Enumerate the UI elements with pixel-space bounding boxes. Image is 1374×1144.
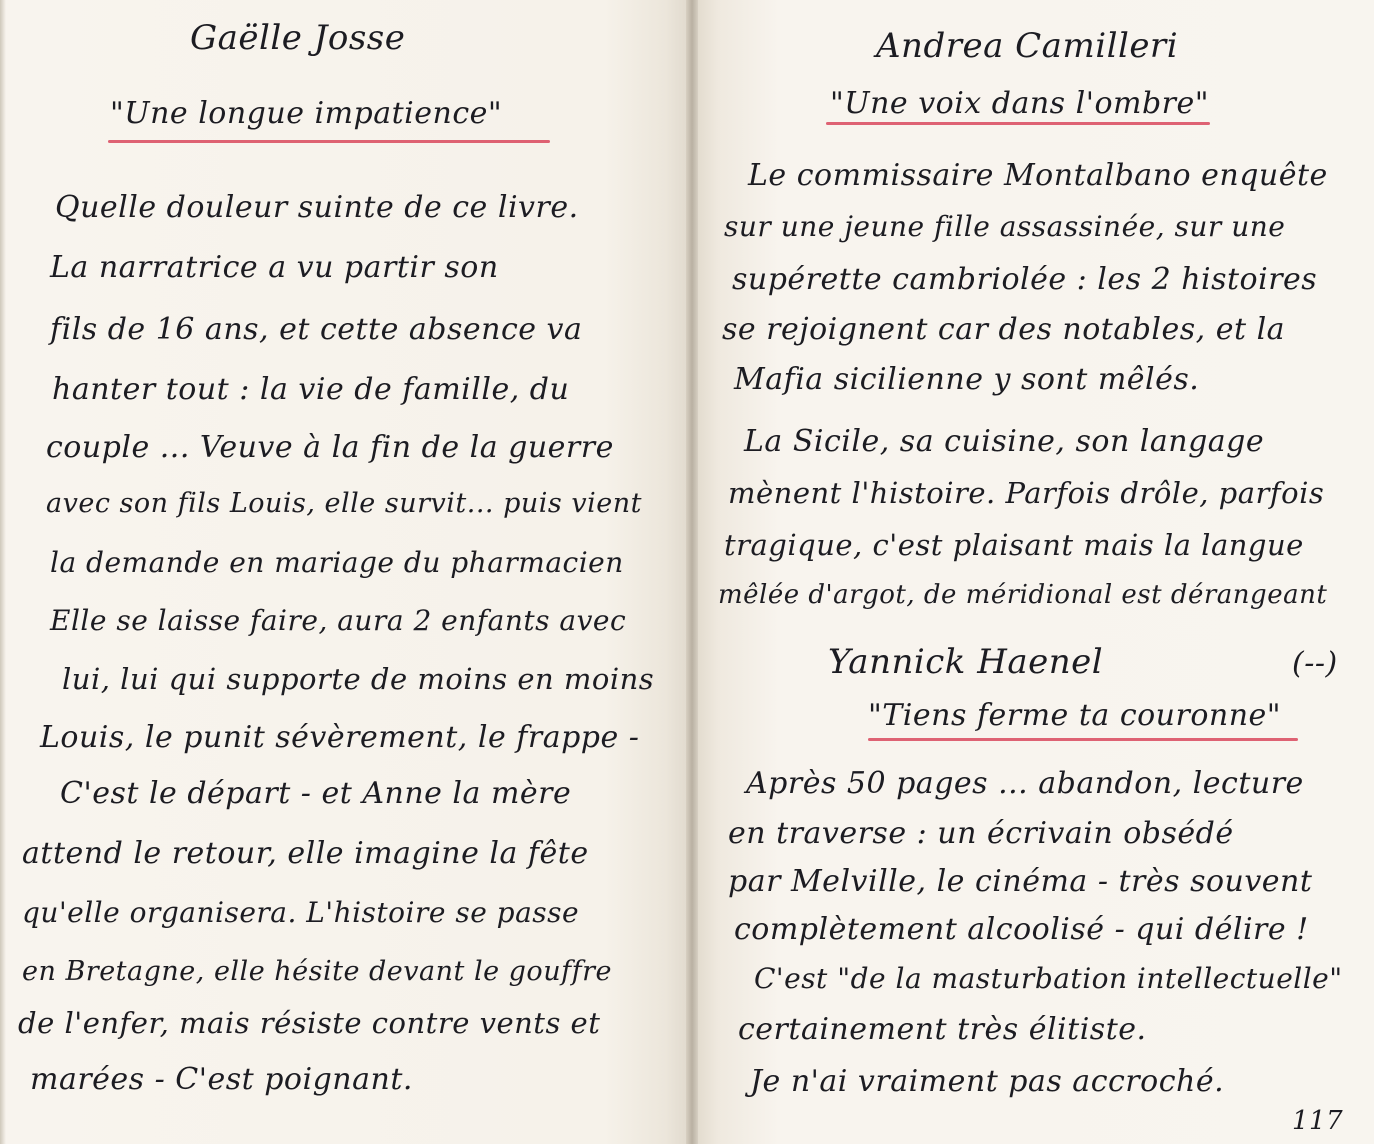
left-line-13: qu'elle organisera. L'histoire se passe [22, 896, 580, 929]
right-line-16: Je n'ai vraiment pas accroché. [750, 1064, 1225, 1099]
left-line-11: C'est le départ - et Anne la mère [60, 776, 572, 811]
page-edge-shadow [0, 0, 6, 1144]
right-line-7: mènent l'histoire. Parfois drôle, parfois [728, 476, 1325, 510]
right-line-5: Mafia sicilienne y sont mêlés. [734, 362, 1200, 397]
left-line-6: avec son fils Louis, elle survit... puis vient [46, 488, 642, 519]
page-number: 117 [1292, 1106, 1344, 1136]
right-book-title-2: "Tiens ferme ta couronne" [868, 698, 1282, 733]
right-line-3: supérette cambriolée : les 2 histoires [732, 262, 1318, 297]
left-line-2: La narratrice a vu partir son [50, 250, 499, 285]
left-line-16: marées - C'est poignant. [30, 1062, 413, 1097]
left-line-8: Elle se laisse faire, aura 2 enfants avec [50, 604, 627, 637]
left-line-4: hanter tout : la vie de famille, du [52, 372, 570, 407]
left-line-5: couple ... Veuve à la fin de la guerre [46, 430, 614, 465]
left-line-7: la demande en mariage du pharmacien [50, 546, 624, 579]
right-line-8: tragique, c'est plaisant mais la langue [724, 528, 1304, 562]
right-book-title: "Une voix dans l'ombre" [830, 86, 1210, 121]
right-author: Andrea Camilleri [876, 26, 1179, 66]
book-gutter [686, 0, 698, 1144]
right-page [698, 0, 1374, 1144]
right-line-11: en traverse : un écrivain obsédé [728, 816, 1234, 851]
right-author-2: Yannick Haenel [828, 642, 1104, 682]
left-line-9: lui, lui qui supporte de moins en moins [62, 662, 655, 696]
left-author: Gaëlle Josse [190, 18, 406, 58]
right-line-14: C'est "de la masturbation intellectuelle" [754, 962, 1343, 995]
right-title-underline [826, 122, 1210, 125]
right-line-12: par Melville, le cinéma - très souvent [728, 864, 1313, 899]
left-page [0, 0, 686, 1144]
rating-mark: (--) [1292, 646, 1338, 681]
left-line-14: en Bretagne, elle hésite devant le gouffre [22, 956, 612, 987]
left-book-title: "Une longue impatience" [110, 96, 503, 131]
left-line-15: de l'enfer, mais résiste contre vents et [18, 1006, 601, 1040]
right-line-6: La Sicile, sa cuisine, son langage [744, 424, 1265, 459]
right-title2-underline [868, 738, 1298, 741]
left-title-underline [108, 140, 550, 143]
right-line-2: sur une jeune fille assassinée, sur une [724, 210, 1286, 243]
right-line-4: se rejoignent car des notables, et la [722, 312, 1286, 347]
right-line-1: Le commissaire Montalbano enquête [748, 158, 1328, 193]
right-line-10: Après 50 pages ... abandon, lecture [746, 766, 1304, 801]
left-line-12: attend le retour, elle imagine la fête [22, 836, 589, 871]
right-line-9: mêlée d'argot, de méridional est dérangeant [718, 580, 1328, 610]
left-line-3: fils de 16 ans, et cette absence va [50, 312, 583, 347]
right-line-15: certainement très élitiste. [738, 1012, 1147, 1047]
left-line-1: Quelle douleur suinte de ce livre. [55, 190, 579, 225]
right-line-13: complètement alcoolisé - qui délire ! [734, 912, 1309, 947]
left-line-10: Louis, le punit sévèrement, le frappe - [40, 720, 640, 755]
